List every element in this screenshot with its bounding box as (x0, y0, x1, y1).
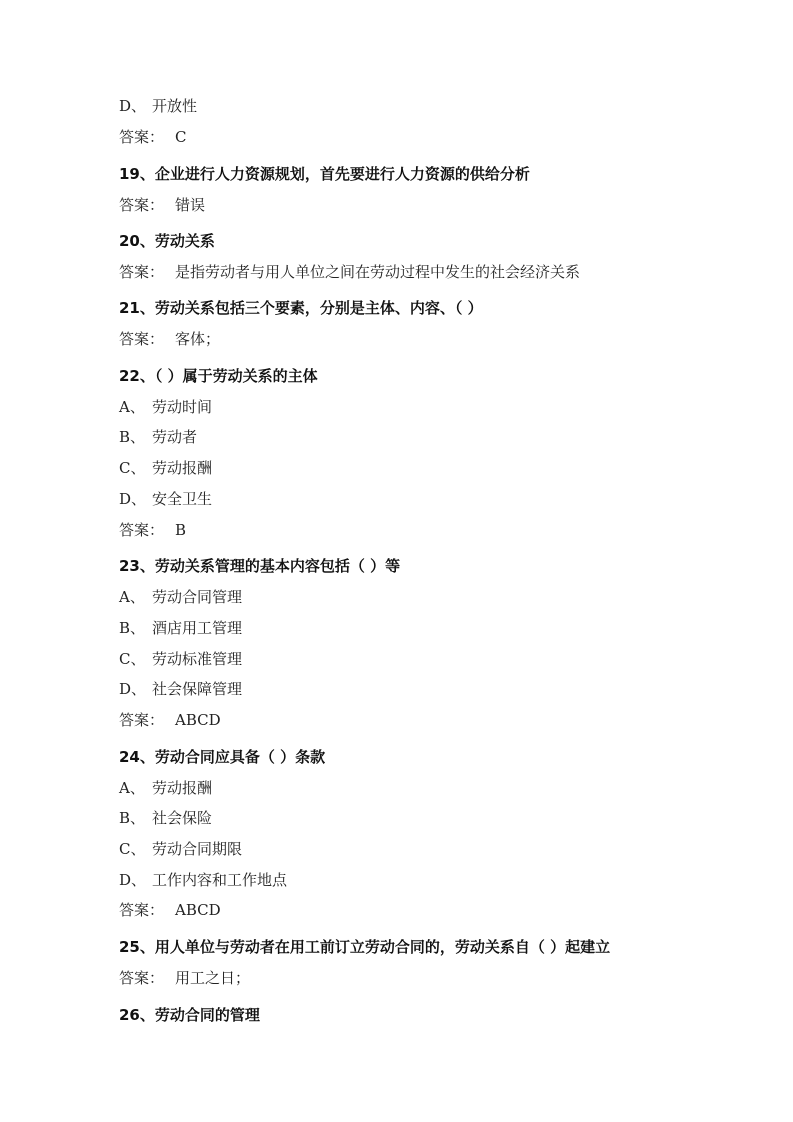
answer-text: ABCD (175, 901, 221, 919)
option-text: 劳动合同管理 (152, 588, 243, 606)
option-letter: D、 (119, 97, 147, 115)
answer-line (119, 195, 205, 215)
option-letter: D、 (119, 871, 147, 889)
answer-line (119, 520, 186, 540)
answer-line (119, 900, 221, 920)
option-letter: A、 (119, 588, 145, 606)
option-text: 社会保险 (152, 809, 213, 827)
option-line (119, 649, 242, 669)
option-line (119, 839, 242, 859)
option-letter: D、 (119, 490, 147, 508)
answer-text: B (175, 521, 187, 539)
answer-text: 是指劳动者与用人单位之间在劳动过程中发生的社会经济关系 (175, 263, 581, 281)
option-letter: C、 (119, 650, 146, 668)
option-letter: D、 (119, 680, 147, 698)
option-line (119, 489, 212, 509)
option-letter: A、 (119, 398, 145, 416)
option-letter: C、 (119, 840, 146, 858)
answer-label: 答案： (119, 521, 165, 539)
answer-label: 答案： (119, 263, 165, 281)
answer-label: 答案： (119, 330, 165, 348)
option-text: 工作内容和工作地点 (152, 871, 288, 889)
answer-line (119, 710, 221, 730)
answer-label: 答案： (119, 711, 165, 729)
answer-label: 答案： (119, 901, 165, 919)
question-line: 25、用人单位与劳动者在用工前订立劳动合同的，劳动关系自（ ）起建立 (119, 938, 611, 956)
option-letter: C、 (119, 459, 146, 477)
option-text: 劳动标准管理 (152, 650, 243, 668)
answer-text: C (175, 128, 187, 146)
answer-line (119, 968, 250, 988)
answer-text: 客体； (175, 330, 221, 348)
option-line (119, 808, 212, 828)
answer-text: ABCD (175, 711, 221, 729)
option-line (119, 96, 197, 116)
answer-line (119, 329, 220, 349)
answer-label: 答案： (119, 196, 165, 214)
option-text: 安全卫生 (152, 490, 213, 508)
option-line (119, 427, 197, 447)
answer-label: 答案： (119, 969, 165, 987)
option-text: 酒店用工管理 (152, 619, 243, 637)
question-line: 21、劳动关系包括三个要素，分别是主体、内容、（ ） (119, 299, 483, 317)
question-line: 22、（ ）属于劳动关系的主体 (119, 367, 318, 385)
option-line (119, 397, 212, 417)
answer-label: 答案： (119, 128, 165, 146)
option-letter: B、 (119, 619, 146, 637)
option-text: 劳动合同期限 (152, 840, 243, 858)
question-line: 24、劳动合同应具备（ ）条款 (119, 748, 326, 766)
option-text: 社会保障管理 (152, 680, 243, 698)
question-line: 26、劳动合同的管理 (119, 1006, 260, 1024)
answer-text: 错误 (175, 196, 206, 214)
option-text: 劳动者 (152, 428, 198, 446)
option-line (119, 618, 242, 638)
option-text: 劳动报酬 (152, 459, 213, 477)
option-text: 劳动时间 (152, 398, 213, 416)
option-line (119, 587, 242, 607)
option-letter: B、 (119, 809, 146, 827)
answer-line (119, 127, 186, 147)
question-line: 23、劳动关系管理的基本内容包括（ ）等 (119, 557, 401, 575)
answer-text: 用工之日； (175, 969, 251, 987)
option-text: 劳动报酬 (152, 779, 213, 797)
option-line (119, 458, 212, 478)
question-line: 20、劳动关系 (119, 232, 215, 250)
option-line (119, 870, 287, 890)
option-letter: A、 (119, 779, 145, 797)
option-line (119, 778, 212, 798)
question-line: 19、企业进行人力资源规划，首先要进行人力资源的供给分析 (119, 165, 530, 183)
option-line (119, 679, 242, 699)
answer-line (119, 262, 580, 282)
option-letter: B、 (119, 428, 146, 446)
option-text: 开放性 (152, 97, 198, 115)
